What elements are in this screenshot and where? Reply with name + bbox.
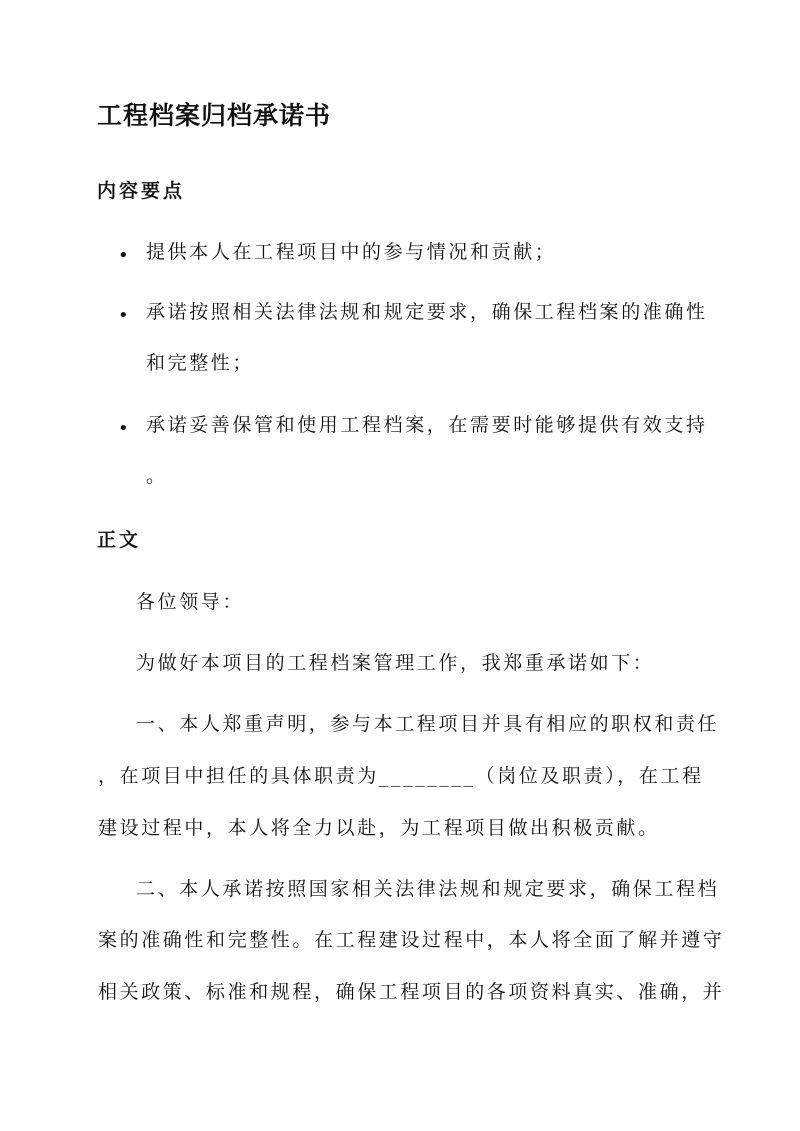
paragraph-line: 案的准确性和完整性。在工程建设过程中，本人将全面了解并遵守 — [98, 929, 725, 951]
list-item-line: 提供本人在工程项目中的参与情况和贡献； — [146, 241, 557, 263]
paragraph-line: ，在项目中担任的具体职责为________（岗位及职责），在工程 — [98, 765, 704, 787]
bullet-dot-icon: • — [118, 305, 129, 326]
list-item-line: 和完整性； — [146, 352, 255, 374]
list-item-line: 承诺按照相关法律法规和规定要求，确保工程档案的准确性 — [146, 301, 708, 323]
list-item-line: 。 — [146, 465, 168, 487]
paragraph-line: 二、本人承诺按照国家相关法律法规和规定要求，确保工程档 — [136, 878, 720, 900]
bullet-dot-icon: • — [118, 418, 129, 439]
key-points-heading: 内容要点 — [97, 180, 186, 202]
bullet-dot-icon: • — [118, 245, 129, 266]
document-title: 工程档案归档承诺书 — [97, 101, 332, 130]
salutation: 各位领导： — [136, 591, 245, 613]
list-item-line: 承诺妥善保管和使用工程档案，在需要时能够提供有效支持 — [146, 414, 708, 436]
paragraph-line: 建设过程中，本人将全力以赴，为工程项目做出积极贡献。 — [98, 817, 660, 839]
body-heading: 正文 — [97, 529, 142, 551]
paragraph-line: 一、本人郑重声明，参与本工程项目并具有相应的职权和责任 — [136, 713, 720, 735]
paragraph-line: 相关政策、标准和规程，确保工程项目的各项资料真实、准确，并 — [98, 981, 725, 1003]
intro-paragraph: 为做好本项目的工程档案管理工作，我郑重承诺如下： — [136, 652, 655, 674]
